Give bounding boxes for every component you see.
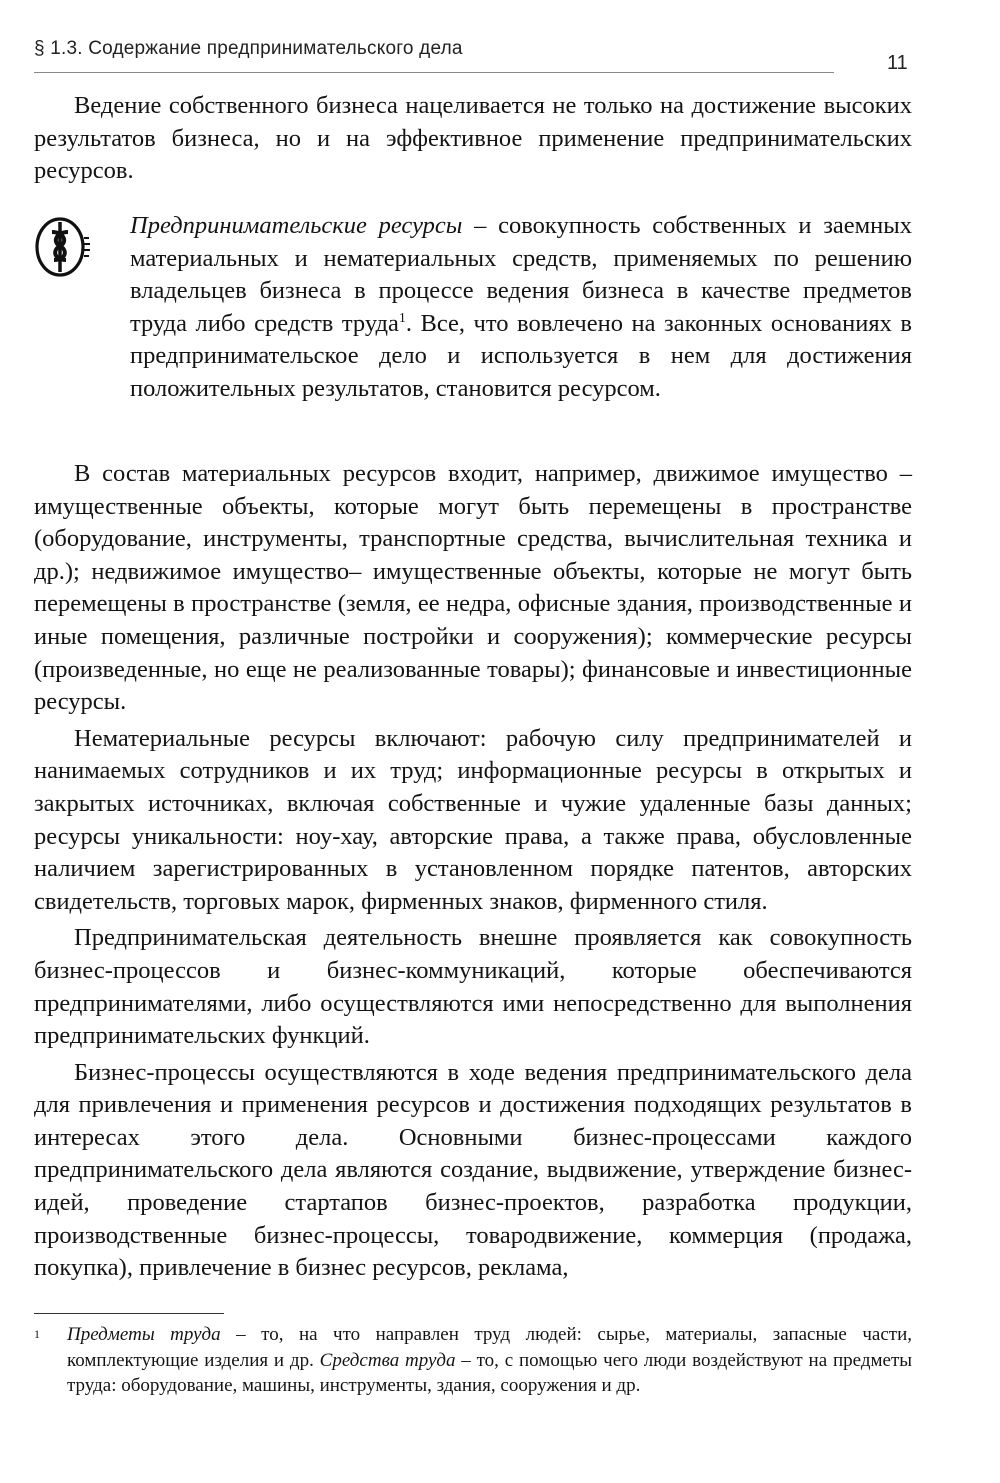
footnote-body (67, 1322, 912, 1399)
paragraph-business-processes: Бизнес-процессы осуществляются в ходе ведения предпринимательского дела для привлечения и применения ресурсов и достижения подходящих результатов в интересах этого дела. Основными бизнес-процессами каждого предпринимательского дела являются создание, выдвижение, утверждение бизнес-идей, проведение стартапов бизнес-проектов, разработка продукции, производственные бизнес-процессы, товародвижение, коммерция (продажа, покупка), привлечение в бизнес ресурсов, реклама, (34, 1058, 912, 1282)
header-rule (34, 72, 834, 73)
intro-paragraph-block (34, 90, 912, 188)
definition-block (34, 210, 912, 406)
footnote-text-objects: – то, на что направлен труд людей: сырье, материалы, запасные части, комплектующие изделия и др. (67, 1324, 912, 1371)
definition-key-icon (34, 212, 90, 282)
paragraph-entrepreneurial-activity: Предпринимательская деятельность внешне проявляется как совокупность бизнес-процессов и бизнес-коммуникаций, которые обеспечиваются предпринимателями, либо осуществляются ими непосредственно для выполнения предпринимательских функций. (34, 924, 912, 1050)
footnote-mark: 1 (34, 1327, 40, 1341)
paragraph-material-resources: В состав материальных ресурсов входит, например, движимое имущество – имущественные объекты, которые могут быть перемещены в пространстве (оборудование, инструменты, транспортные средства, вычислительная техника и др.); недвижимое имущество– имущественные объекты, которые не могут быть перемещены в пространстве (земля, ее недра, офисные здания, производственные и иные помещения, различные постройки и сооружения); коммерческие ресурсы (произведенные, но еще не реализованные товары); финансовые и инвестиционные ресурсы. (34, 460, 912, 716)
intro-paragraph: Ведение собственного бизнеса нацеливается не только на достижение высоких результатов бизнеса, но и на эффективное применение предпринимательских ресурсов. (34, 92, 912, 185)
definition-body-end: . Все, что вовлечено на законных основаниях в предпринимательское дело и используется в нем для достижения положительных результатов, становится ресурсом. (130, 309, 912, 402)
paragraph-intangible-resources: Нематериальные ресурсы включают: рабочую силу предпринимателей и нанимаемых сотрудников и их труд; информационные ресурсы в открытых и закрытых источниках, включая собственные и чужие удаленные базы данных; ресурсы уникальности: ноу-хау, авторские права, а также права, обусловленные наличием зарегистрированных в установленном порядке патентов, авторских свидетельств, торговых марок, фирменных знаков, фирменного стиля. (34, 724, 912, 915)
footnote-term-means: Средства труда (319, 1349, 456, 1371)
footnote-term-objects: Предметы труда (67, 1324, 221, 1345)
footnote-text-means: – то, с помощью чего люди воздействуют на предметы труда: оборудование, машины, инструменты, здания, сооружения и др. (67, 1349, 913, 1396)
footnote-rule (34, 1313, 224, 1314)
page-number: 11 (887, 52, 908, 74)
definition-body: – совокупность собственных и заемных материальных и нематериальных средств, применяемых по решению владельцев бизнеса в процессе ведения бизнеса в качестве предметов труда либо средств труда (130, 212, 913, 337)
footnote-ref[interactable]: 1 (398, 310, 406, 326)
definition-text (130, 210, 912, 406)
main-text (34, 458, 912, 1285)
definition-term: Предпринимательские ресурсы (130, 212, 463, 239)
running-title: § 1.3. Содержание предпринимательского дела (34, 38, 463, 59)
footnote (34, 1322, 912, 1399)
